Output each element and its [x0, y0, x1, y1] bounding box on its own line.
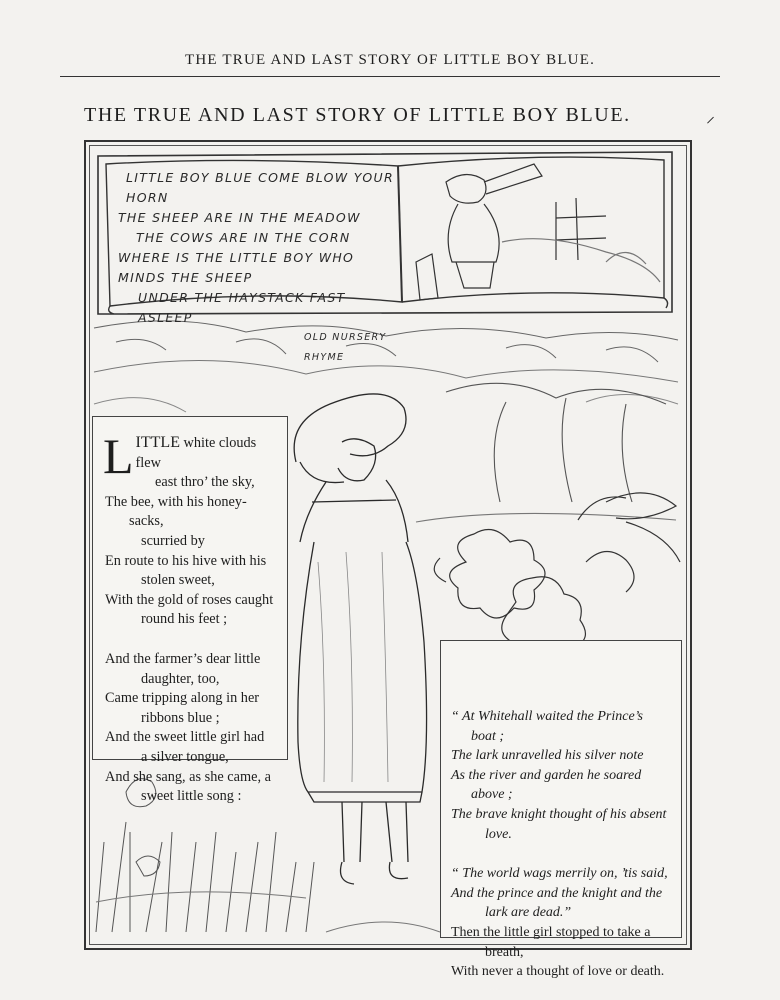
rhyme-line: UNDER THE HAYSTACK FAST ASLEEP — [138, 290, 346, 325]
first-word-caps: ITTLE — [135, 434, 180, 451]
page-title: THE TRUE AND LAST STORY OF LITTLE BOY BLUE. — [84, 104, 631, 126]
poem-line: And the sweet little girl had — [105, 729, 265, 746]
poem-line: love. — [485, 826, 512, 842]
poem-line: east thro’ the sky, — [155, 474, 255, 491]
right-stanza-1 — [451, 707, 671, 844]
poem-line: With the gold of roses caught — [105, 591, 274, 608]
rhyme-line: WHERE IS THE LITTLE BOY WHO MINDS THE SHEEP — [118, 250, 355, 285]
poem-line: The lark unravelled his silver note — [451, 748, 644, 764]
left-stanza-2 — [105, 650, 279, 807]
title-mark: ⸝ — [706, 106, 715, 126]
poem-line: a silver tongue, — [141, 748, 229, 765]
rhyme-attribution: OLD NURSERY RHYME — [304, 332, 387, 363]
drop-cap: L — [103, 428, 134, 484]
poem-line: daughter, too, — [141, 670, 220, 687]
poem-line: scurried by — [141, 532, 205, 549]
rhyme-line: LITTLE BOY BLUE COME BLOW YOUR HORN — [126, 170, 394, 205]
poem-line: And the prince and the knight and the — [451, 885, 663, 901]
rhyme-line: THE COWS ARE IN THE CORN — [136, 230, 351, 245]
poem-line: sweet little song : — [141, 788, 242, 805]
poem-line: “ The world wags merrily on, ’tis said, — [451, 866, 668, 882]
wild-rose-flowers-sketch — [434, 493, 680, 663]
poem-line: And she sang, as she came, a — [105, 768, 271, 785]
poem-line: The bee, with his honey-sacks, — [105, 493, 247, 530]
poem-line: The brave knight thought of his absent — [451, 806, 667, 822]
poem-line: As the river and garden he soared above ; — [451, 767, 642, 803]
poem-line: Then the little girl stopped to take a — [451, 924, 651, 940]
poem-line: “ At Whitehall waited the Prince’s boat ; — [451, 709, 643, 744]
rhyme-line: THE SHEEP ARE IN THE MEADOW — [118, 210, 361, 225]
left-stanza-1 — [103, 428, 279, 630]
orchard-trees-sketch — [416, 383, 676, 522]
poem-line: And the farmer’s dear little — [105, 650, 261, 667]
poem-line: lark are dead.” — [485, 905, 572, 921]
boy-blue-with-horn-sketch — [416, 164, 660, 300]
poem-line: breath, — [485, 944, 524, 960]
right-stanza-2 — [451, 864, 671, 982]
running-head: THE TRUE AND LAST STORY OF LITTLE BOY BLUE. — [184, 52, 596, 68]
poem-line: round his feet ; — [141, 611, 228, 628]
right-poem-box — [440, 640, 682, 980]
poem-line: stolen sweet, — [141, 572, 215, 589]
girl-in-bonnet-sketch — [294, 394, 426, 884]
poem-line: En route to his hive with his — [105, 552, 267, 569]
poem-line: With never a thought of love or death. — [451, 964, 665, 980]
nursery-rhyme-text — [118, 168, 398, 368]
header-rule — [60, 76, 720, 77]
poem-line: ribbons blue ; — [141, 709, 220, 726]
poem-line: white clouds flew — [135, 435, 257, 471]
left-poem-box — [92, 416, 288, 805]
poem-line: Came tripping along in her — [105, 690, 260, 707]
